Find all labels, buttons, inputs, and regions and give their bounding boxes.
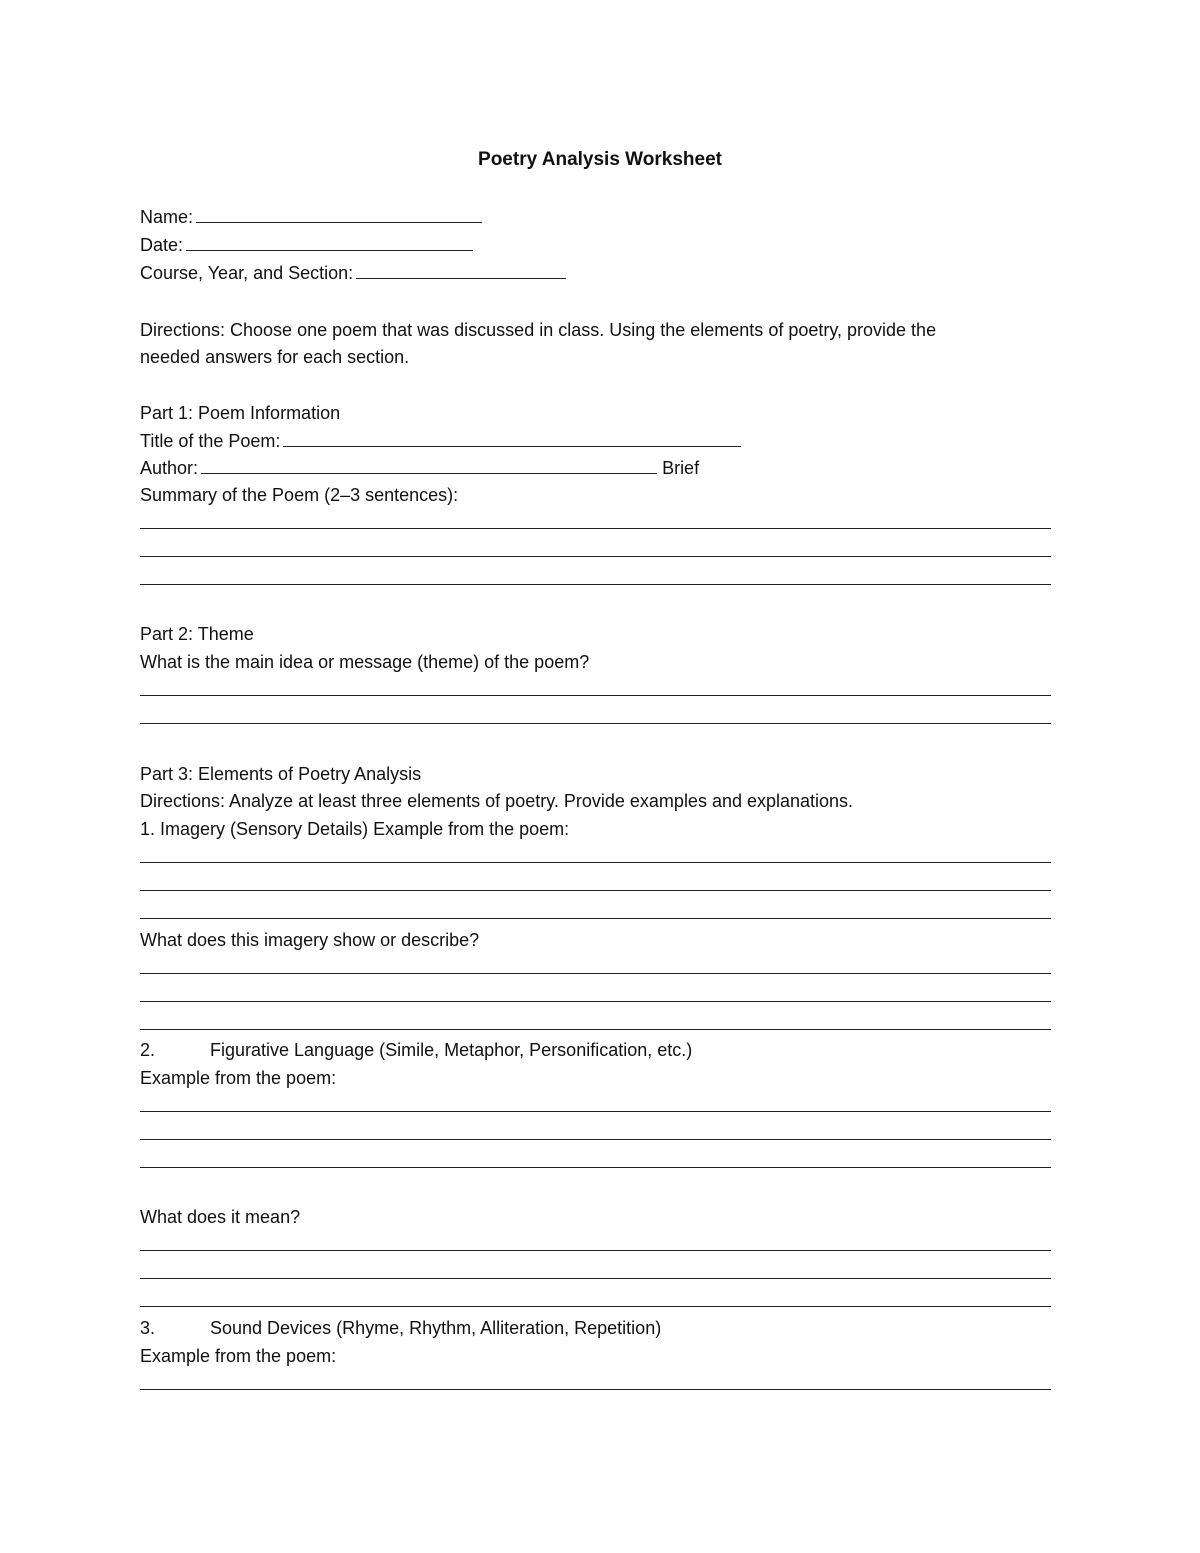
summary-answer-line-2[interactable] [140,556,1051,557]
imagery-meaning-line-1[interactable] [140,973,1051,974]
directions-line-1: Directions: Choose one poem that was discussed in class. Using the elements of poetry, provide the [140,320,937,340]
date-field-row [140,233,473,257]
course-label: Course, Year, and Section: [140,263,354,283]
imagery-meaning-line-2[interactable] [140,1001,1051,1002]
theme-answer-line-2[interactable] [140,723,1051,724]
imagery-question: What does this imagery show or describe? [140,930,480,950]
name-blank[interactable] [196,207,482,223]
imagery-answer-line-3[interactable] [140,918,1051,919]
brief-label: Brief [662,458,700,478]
figurative-example-label: Example from the poem: [140,1068,337,1088]
figurative-answer-line-2[interactable] [140,1139,1051,1140]
author-row [140,456,699,480]
figurative-answer-line-3[interactable] [140,1167,1051,1168]
course-field-row [140,261,566,285]
theme-question: What is the main idea or message (theme) of the poem? [140,652,590,672]
figurative-answer-line-1[interactable] [140,1111,1051,1112]
date-blank[interactable] [186,235,473,251]
summary-answer-line-1[interactable] [140,528,1051,529]
theme-answer-line-1[interactable] [140,695,1051,696]
directions-line-2: needed answers for each section. [140,347,410,367]
imagery-answer-line-2[interactable] [140,890,1051,891]
part3-directions: Directions: Analyze at least three elements of poetry. Provide examples and explanations. [140,791,854,811]
figurative-meaning-line-2[interactable] [140,1278,1051,1279]
sound-devices-answer-line-1[interactable] [140,1389,1051,1390]
course-blank[interactable] [356,263,566,279]
imagery-item: 1. Imagery (Sensory Details) Example from the poem: [140,819,570,839]
summary-answer-line-3[interactable] [140,584,1051,585]
figurative-number: 2. [140,1040,156,1060]
part3-heading: Part 3: Elements of Poetry Analysis [140,764,422,784]
imagery-meaning-line-3[interactable] [140,1029,1051,1030]
part1-heading: Part 1: Poem Information [140,403,341,423]
poem-title-label: Title of the Poem: [140,431,281,451]
summary-label: Summary of the Poem (2–3 sentences): [140,485,459,505]
poem-title-row [140,429,741,453]
sound-devices-number: 3. [140,1318,156,1338]
author-label: Author: [140,458,199,478]
figurative-title: Figurative Language (Simile, Metaphor, Personification, etc.) [210,1040,693,1060]
part2-heading: Part 2: Theme [140,624,254,644]
sound-devices-example-label: Example from the poem: [140,1346,337,1366]
poem-title-blank[interactable] [283,431,741,447]
name-field-row [140,205,482,229]
author-blank[interactable] [201,458,657,474]
page-title: Poetry Analysis Worksheet [478,149,722,170]
figurative-item [140,1038,692,1062]
sound-devices-title: Sound Devices (Rhyme, Rhythm, Alliteration, Repetition) [210,1318,662,1338]
name-label: Name: [140,207,194,227]
figurative-meaning-line-1[interactable] [140,1250,1051,1251]
figurative-question: What does it mean? [140,1207,301,1227]
date-label: Date: [140,235,184,255]
figurative-meaning-line-3[interactable] [140,1306,1051,1307]
sound-devices-item [140,1316,661,1340]
imagery-answer-line-1[interactable] [140,862,1051,863]
